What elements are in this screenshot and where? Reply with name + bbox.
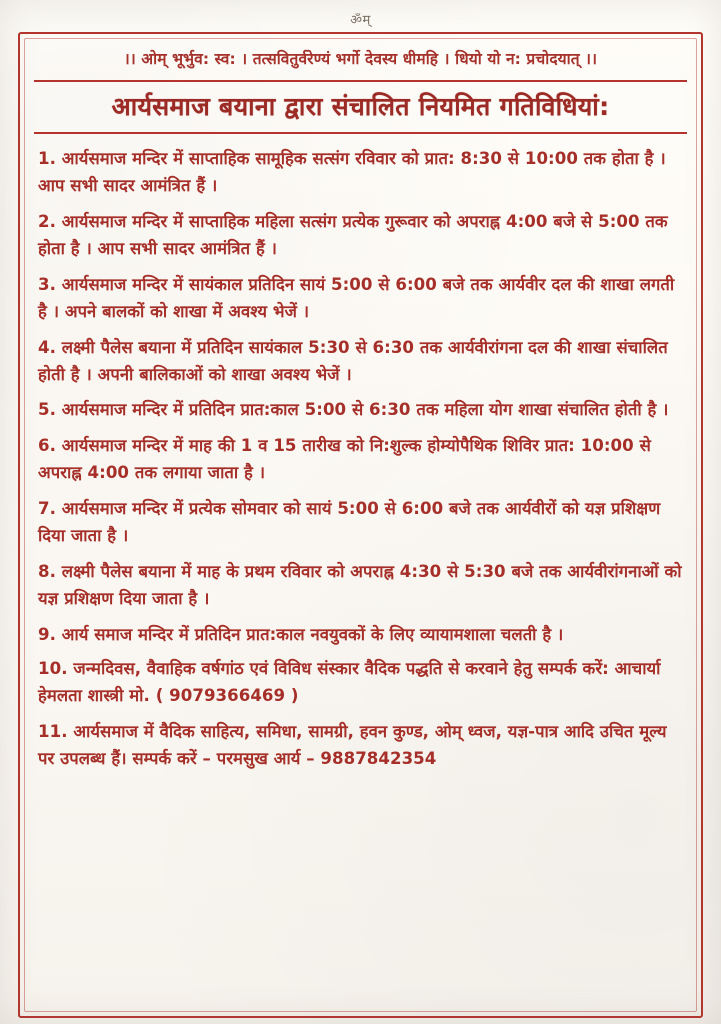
list-item: 1. आर्यसमाज मन्दिर में साप्ताहिक सामूहिक सत्संग रविवार को प्रात: 8:30 से 10:00 तक होता है । आप सभी सादर आमंत्रित हैं ।: [38, 149, 666, 196]
list-item: 8. लक्ष्मी पैलेस बयाना में माह के प्रथम रविवार को अपराह्न 4:30 से 5:30 बजे तक आर्यवीरांगनाओं को यज्ञ प्रशिक्षण दिया जाता है ।: [38, 561, 682, 608]
om-symbol: ॐम्: [350, 13, 371, 28]
gayatri-mantra-text: ।। ओम् भूर्भुव: स्व: । तत्सवितुर्वरेण्यं भर्गो देवस्य धीमहि । धियो यो न: प्रचोदयात् ।।: [123, 50, 598, 68]
title-band: [34, 80, 687, 134]
list-item: 10. जन्मदिवस, वैवाहिक वर्षगांठ एवं विविध संस्कार वैदिक पद्धति से करवाने हेतु सम्पर्क करें: आचार्या हेमलता शास्त्री मो. ( 9079366469 ): [38, 659, 661, 706]
list-item: 2. आर्यसमाज मन्दिर में साप्ताहिक महिला सत्संग प्रत्येक गुरूवार को अपराह्न 4:00 बजे से 5:00 तक होता है । आप सभी सादर आमंत्रित हैं ।: [38, 212, 668, 259]
list-item: 3. आर्यसमाज मन्दिर में सायंकाल प्रतिदिन सायं 5:00 से 6:00 बजे तक आर्यवीर दल की शाखा लगती है । अपने बालकों को शाखा में अवश्य भेजें ।: [38, 274, 675, 321]
list-item: 11. आर्यसमाज में वैदिक साहित्य, समिधा, सामग्री, हवन कुण्ड, ओम् ध्वज, यज्ञ-पात्र आदि उचित मूल्य पर उपलब्ध हैं। सम्पर्क करें – परमसुख आर्य – 9887842354: [38, 722, 667, 769]
activity-list: [34, 146, 687, 773]
list-item: 4. लक्ष्मी पैलेस बयाना में प्रतिदिन सायंकाल 5:30 से 6:30 तक आर्यवीरांगना दल की शाखा संचालित होती है । अपनी बालिकाओं को शाखा अवश्य भेजें ।: [38, 337, 668, 384]
list-item: 5. आर्यसमाज मन्दिर में प्रतिदिन प्रात:काल 5:00 से 6:30 तक महिला योग शाखा संचालित होती है ।: [38, 400, 669, 420]
list-item: 9. आर्य समाज मन्दिर में प्रतिदिन प्रात:काल नवयुवकों के लिए व्यायामशाला चलती है ।: [38, 624, 564, 644]
notice-frame: [18, 32, 703, 1018]
page-title: आर्यसमाज बयाना द्वारा संचालित नियमित गतिविधियां:: [111, 92, 610, 122]
list-item: 7. आर्यसमाज मन्दिर में प्रत्येक सोमवार को सायं 5:00 से 6:00 बजे तक आर्यवीरों को यज्ञ प्रशिक्षण दिया जाता है ।: [38, 499, 661, 545]
list-item: 6. आर्यसमाज मन्दिर में माह की 1 व 15 तारीख को नि:शुल्क होम्योपैथिक शिविर प्रात: 10:00 से अपराह्न 4:00 तक लगाया जाता है ।: [38, 436, 651, 483]
